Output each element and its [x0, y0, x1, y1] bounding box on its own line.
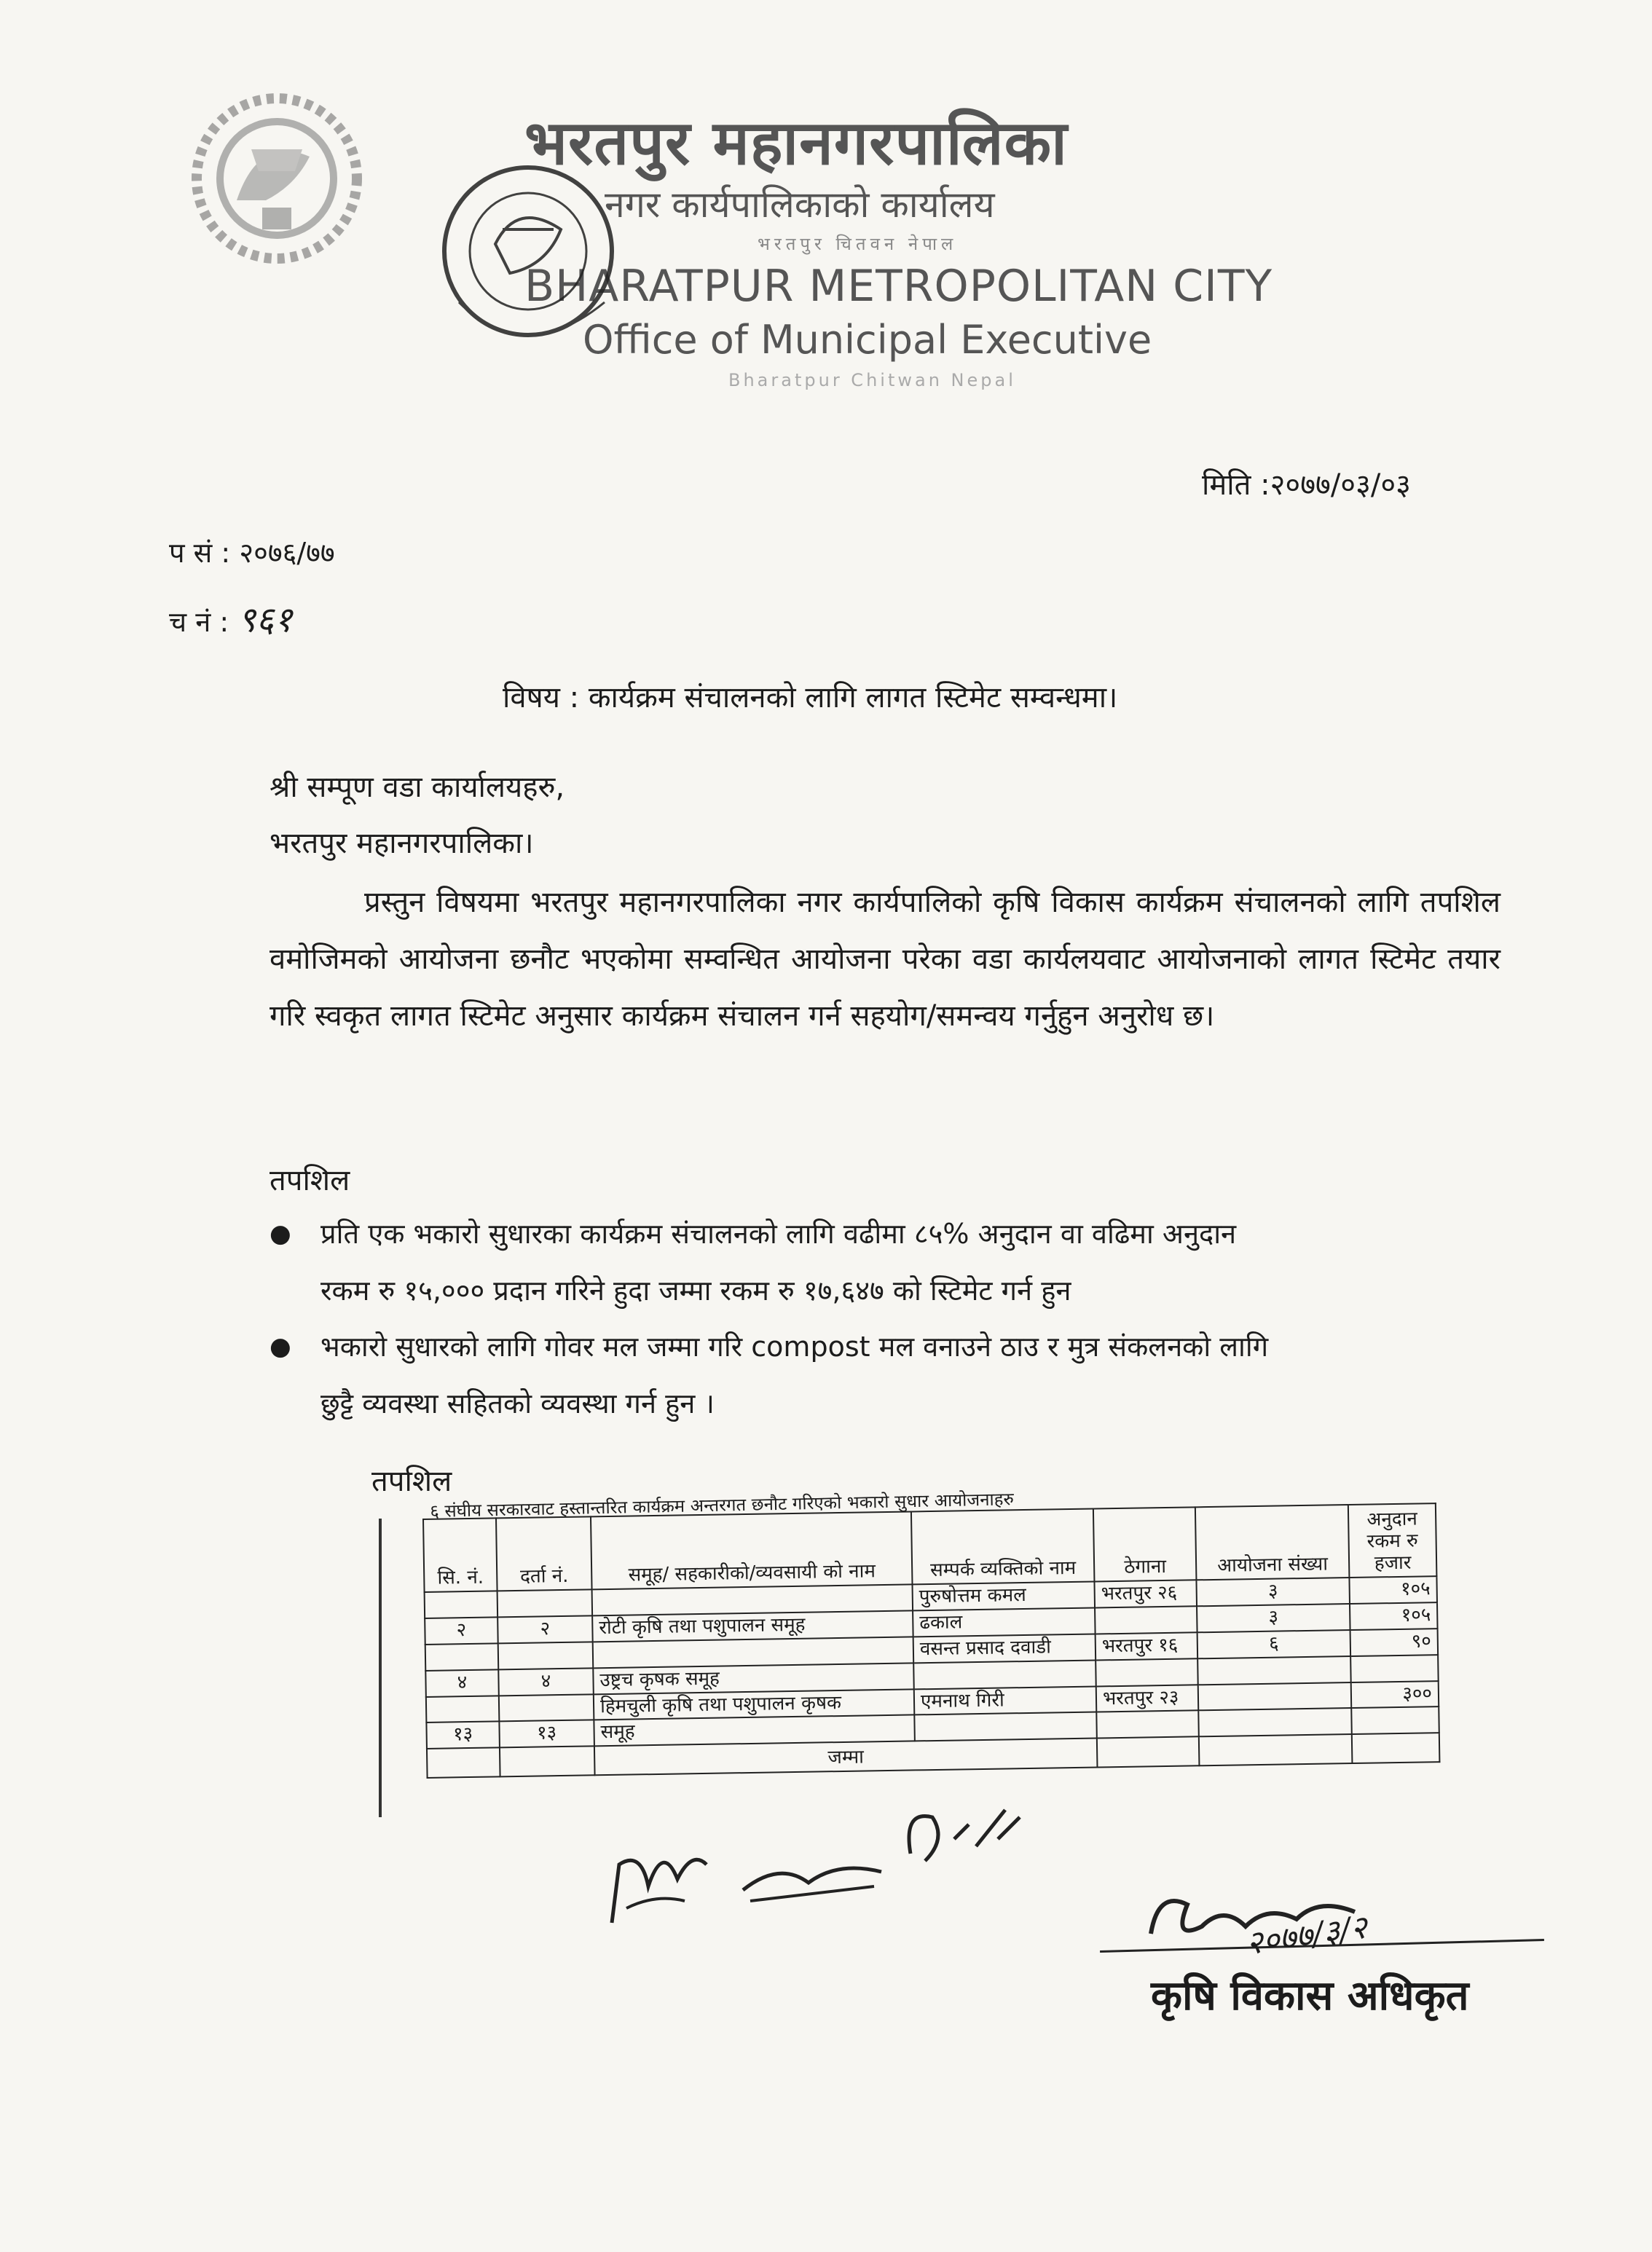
- tapashil-heading-2: तपशिल: [371, 1465, 452, 1498]
- header-project-count: आयोजना संख्या: [1195, 1505, 1350, 1580]
- table-cell: [427, 1748, 500, 1779]
- table-cell: [1197, 1656, 1351, 1685]
- table-cell: रोटी कृषि तथा पशुपालन समूह: [592, 1610, 913, 1642]
- project-table-wrapper: [422, 1503, 1440, 1779]
- officer-title: कृषि विकास अधिकृत: [1151, 1972, 1469, 2020]
- table-cell: १३: [426, 1722, 500, 1749]
- bullet-2-line-1: भकारो सुधारको लागि गोवर मल जम्मा गरि compost मल वनाउने ठाउ र मुत्र संकलनको लागि: [320, 1331, 1269, 1363]
- margin-mark: [379, 1519, 382, 1817]
- letterhead-address-en: Bharatpur Chitwan Nepal: [728, 370, 1016, 390]
- table-cell: ४: [498, 1668, 594, 1696]
- table-cell: [1351, 1707, 1439, 1735]
- table-cell: उष्ट्रच कृषक समूह: [593, 1663, 914, 1694]
- total-label: जम्मा: [594, 1739, 1098, 1776]
- table-cell: समूह: [594, 1715, 915, 1747]
- bullet-2-line-2: छुट्टै व्यवस्था सहितको व्यवस्था गर्न हुन ।: [320, 1387, 715, 1420]
- table-cell: [1199, 1734, 1353, 1765]
- header-reg-no: दर्ता नं.: [496, 1516, 592, 1591]
- ps-label: प सं :: [169, 537, 231, 569]
- tapashil-heading: तपशिल: [270, 1164, 350, 1197]
- signature-c: [896, 1795, 1027, 1883]
- table-cell: भरतपुर २३: [1096, 1685, 1199, 1712]
- table-cell: १३: [499, 1720, 594, 1748]
- table-cell: [1095, 1606, 1197, 1634]
- bullet-dot-icon: ●: [270, 1219, 291, 1248]
- bullet-item-2: [270, 1318, 1530, 1432]
- table-cell: [1096, 1711, 1199, 1739]
- body-paragraph: प्रस्तुन विषयमा भरतपुर महानगरपालिका नगर कार्यपालिको कृषि विकास कार्यक्रम संचालनको लागि तपशिल वमोजिमको आयोजना छनौट भएकोमा सम्वन्धित आयोजना परेका वडा कार्यलयवाट आयोजनाको लागत स्टिमेट तयार गरि स्वकृत लागत स्टिमेट अनुसार कार्यक्रम संचालन गर्न सहयोग/समन्वय गर्नुहुन अनुरोध छ।: [270, 886, 1500, 1033]
- bullet-1-line-1: प्रति एक भकारो सुधारका कार्यक्रम संचालनको लागि वढीमा ८५% अनुदान वा वढिमा अनुदान: [320, 1218, 1237, 1250]
- letterhead-title-en: BHARATPUR METROPOLITAN CITY: [524, 261, 1273, 312]
- table-cell: ६: [1197, 1630, 1351, 1658]
- letterhead-address-np: भरतपुर चितवन नेपाल: [758, 234, 958, 254]
- table-cell: १०५: [1349, 1576, 1437, 1604]
- header-sn: सि. नं.: [423, 1518, 497, 1592]
- header-address: ठेगाना: [1093, 1507, 1197, 1581]
- table-cell: [425, 1643, 499, 1670]
- table-cell: [1097, 1737, 1200, 1768]
- cn-value: ९६१: [237, 599, 293, 640]
- addressee-line-1: श्री सम्पूण वडा कार्यालयहरु,: [270, 771, 565, 804]
- table-cell: हिमचुली कृषि तथा पशुपालन कृषक: [594, 1689, 915, 1720]
- letterhead-title-np: भरतपुर महानगरपालिका: [524, 107, 1068, 178]
- table-cell: एमनाथ गिरी: [914, 1686, 1097, 1715]
- table-cell: [913, 1660, 1096, 1689]
- table-cell: [1198, 1682, 1352, 1711]
- subject-line: विषय : कार्यक्रम संचालनको लागि लागत स्टिमेट सम्वन्धमा।: [503, 681, 1118, 714]
- header-grant-amount: अनुदान रकम रु हजार: [1348, 1503, 1437, 1578]
- signature-a: [597, 1821, 721, 1937]
- table-cell: [1096, 1658, 1198, 1686]
- table-cell: [1352, 1733, 1440, 1763]
- municipality-logo: [186, 91, 368, 266]
- table-cell: [497, 1589, 593, 1617]
- signature-b: [736, 1846, 896, 1912]
- table-cell: ४: [425, 1669, 499, 1696]
- ps-value: २०७६/७७: [239, 537, 335, 569]
- office-stamp: [430, 157, 626, 375]
- table-cell: [499, 1694, 594, 1722]
- table-cell: भरतपुर २६: [1094, 1580, 1197, 1607]
- table-cell: [914, 1712, 1097, 1741]
- table-cell: [498, 1642, 594, 1669]
- table-cell: २: [425, 1617, 498, 1644]
- addressee-line-2: भरतपुर महानगरपालिका।: [270, 827, 534, 860]
- header-group-name: समूह/ सहकारीको/व्यवसायी को नाम: [591, 1511, 913, 1589]
- header-contact-person: सम्पर्क व्यक्तिको नाम: [911, 1509, 1095, 1585]
- bullet-dot-icon: ●: [270, 1332, 291, 1361]
- table-cell: ३: [1197, 1604, 1350, 1632]
- cn-label: च नं :: [169, 606, 229, 638]
- letter-date: मिति :२०७७/०३/०३: [1202, 468, 1411, 502]
- table-cell: ढकाल: [913, 1607, 1096, 1637]
- table-cell: वसन्त प्रसाद दवाडी: [913, 1634, 1096, 1663]
- table-cell: भरतपुर १६: [1096, 1632, 1198, 1660]
- officer-sign-date: २०७७/३/२: [1243, 1908, 1370, 1963]
- table-cell: [425, 1591, 498, 1618]
- project-table: [422, 1503, 1440, 1779]
- table-cell: २: [497, 1615, 593, 1643]
- table-caption: ६ संघीय सरकारवाट हस्तान्तरित कार्यक्रम अन्तरगत छनौट गरिएको भकारो सुधार आयोजनाहरु: [430, 1489, 1015, 1521]
- table-cell: पुरुषोत्तम कमल: [913, 1582, 1096, 1611]
- table-cell: [1350, 1655, 1439, 1682]
- bullet-1-line-2: रकम रु १५,००० प्रदान गरिने हुदा जम्मा रकम रु १७,६४७ को स्टिमेट गर्न हुन: [320, 1275, 1071, 1307]
- table-cell: [426, 1696, 500, 1723]
- bullet-item-1: [270, 1205, 1530, 1319]
- table-cell: [1198, 1708, 1352, 1736]
- table-cell: ३००: [1351, 1681, 1439, 1709]
- table-cell: १०५: [1350, 1602, 1438, 1630]
- letterhead-office-np: नगर कार्यपालिकाको कार्यालय: [605, 184, 995, 226]
- table-cell: [500, 1747, 595, 1777]
- letterhead-office-en: Office of Municipal Executive: [583, 317, 1152, 363]
- table-cell: ३: [1196, 1578, 1350, 1606]
- table-cell: ९०: [1350, 1629, 1439, 1656]
